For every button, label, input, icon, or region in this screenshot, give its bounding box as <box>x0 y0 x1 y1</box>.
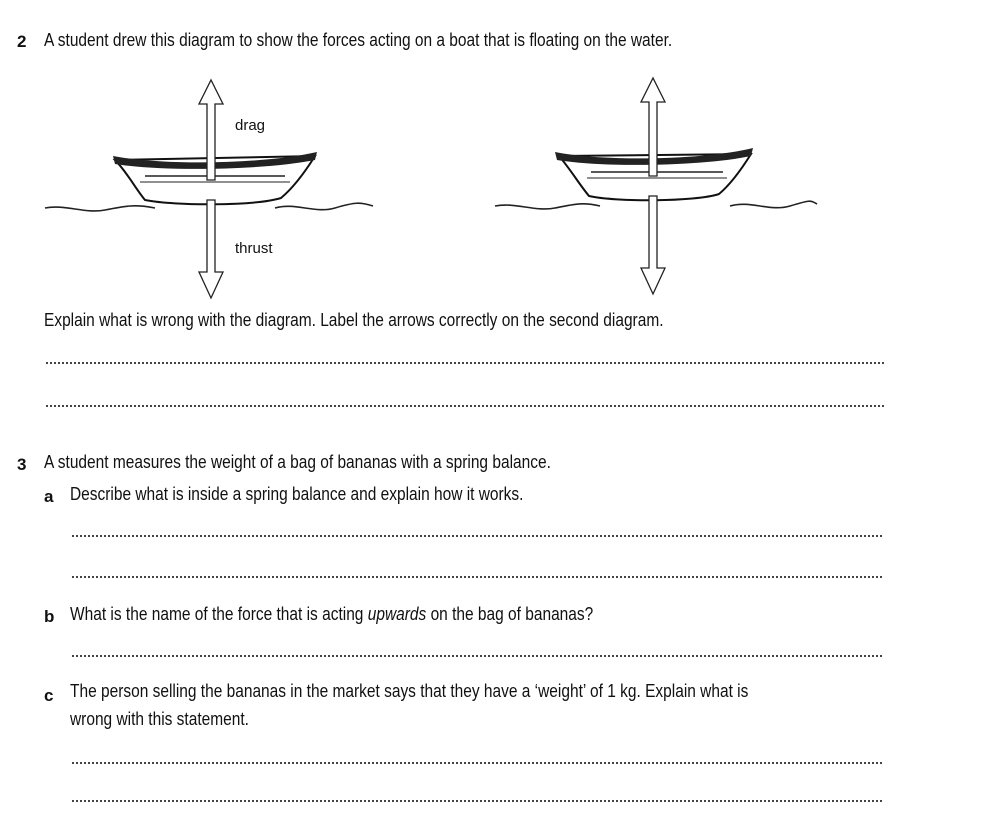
part-c-text-line-2: wrong with this statement. <box>70 709 249 729</box>
question-3-number: 3 <box>17 455 27 474</box>
part-c-letter: c <box>44 686 54 705</box>
answer-line[interactable] <box>72 576 882 578</box>
boat-diagram-blank <box>495 72 825 302</box>
part-b-emphasis: upwards <box>367 604 427 624</box>
part-b-text-end: on the bag of bananas? <box>430 604 594 624</box>
question-2-instruction: Explain what is wrong with the diagram. Label the arrows correctly on the second diagram. <box>44 310 664 330</box>
down-arrow <box>641 196 665 294</box>
drag-label: drag <box>235 117 266 134</box>
part-a-text: Describe what is inside a spring balance and explain how it works. <box>70 484 524 504</box>
water-line <box>45 206 155 211</box>
part-b-letter: b <box>44 607 55 626</box>
answer-line[interactable] <box>72 762 882 764</box>
answer-line[interactable] <box>72 655 882 657</box>
part-a-letter: a <box>44 487 54 506</box>
question-2-number: 2 <box>17 32 27 51</box>
answer-line[interactable] <box>46 362 884 364</box>
question-3-prompt: A student measures the weight of a bag of bananas with a spring balance. <box>44 452 551 472</box>
answer-line[interactable] <box>72 535 882 537</box>
part-c-text-line-1: The person selling the bananas in the market says that they have a ‘weight’ of 1 kg. Explain what is <box>70 681 749 701</box>
part-b-text <box>70 604 593 625</box>
answer-line[interactable] <box>46 405 884 407</box>
part-b-text-start: What is the name of the force that is acting <box>70 604 364 624</box>
thrust-label: thrust <box>235 240 273 257</box>
question-2-prompt: A student drew this diagram to show the forces acting on a boat that is floating on the water. <box>44 30 673 50</box>
down-arrow <box>199 200 223 298</box>
answer-line[interactable] <box>72 800 882 802</box>
boat-diagram-labelled <box>45 72 385 302</box>
water-line <box>495 204 600 209</box>
